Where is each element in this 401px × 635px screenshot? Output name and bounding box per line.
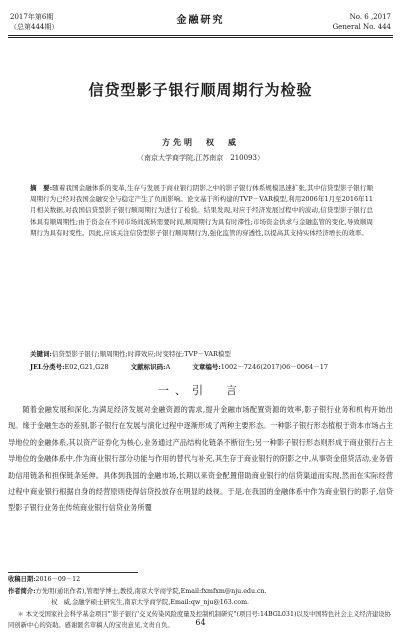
clc-code: A <box>165 363 171 371</box>
abstract-text: 随着我国金融体系的变革,生存与发展于商业银行阴影之中的影子银行体系规模迅速扩张,其中信贷型影子银行顺周期行为已经对我国金融安全与稳定产生了负面影响。论文基于所构建的TVP－VAR模型,利用2006年1月至2016年11月相关数据,对我国信贷型影子银行顺周期行为进行了检验。结果发现,对应于经济发展过程中的波动,信贷型影子银行总体具有顺周期性;由于资金在不同市场间流转需要时间,顺周期行为具有时滞性;市场资金供求与金融监管的变化,导致顺周期行为具有时变性。因此,应该关注信贷型影子银行顺周期行为,强化监管的穿透性,以提高其支持实体经济增长的效率。 <box>30 184 373 237</box>
footnote-rule <box>8 572 138 573</box>
received-date: 2016－09－12 <box>35 576 81 583</box>
header-issue-number-en: No. 6 ,2017 <box>349 13 391 21</box>
received-label: 收稿日期: <box>8 576 36 583</box>
author1-info: 方先明(通讯作者),管理学博士,教授,南京大学商学院,Email:fxmfxm@nju.edu.cn. <box>35 587 267 595</box>
header-year-issue: 2017年第6期 <box>10 13 54 21</box>
author-info-label: 作者简介: <box>8 587 36 595</box>
jel-codes: E02,G21,G28 <box>64 363 109 371</box>
classification-line <box>30 362 390 373</box>
fund-note: ＊ 本文受国家社会科学基金项目"'影子银行'交叉传染风险度量及控制机制研究"(项目号:14BGL031)以及中国特色社会主义经济建设协同创新中心的资助。感谢匿名审稿人的宝贵意见,文责自负。 <box>8 610 391 629</box>
abstract <box>30 183 373 239</box>
abstract-label: 摘 要: <box>30 184 53 192</box>
jel-label: JEL分类号: <box>30 363 65 371</box>
keywords <box>30 349 373 360</box>
keywords-text: 信贷型影子银行;顺周期性;时滞效应;时变特征;TVP－VAR模型 <box>51 350 231 358</box>
header-rule <box>8 35 393 36</box>
header-serial-issue: （总第444期） <box>10 23 59 31</box>
author2-info: 权 威,金融学硕士研究生,南京大学商学院,Email:qw_nju@163.com. <box>51 599 250 606</box>
header-serial-en: General No. 444 <box>332 23 391 31</box>
article-title: 信贷型影子银行顺周期行为检验 <box>88 81 313 99</box>
article-authors: 方先明 权 威 <box>162 137 239 147</box>
article-affiliation: （南京大学商学院,江苏南京 210093） <box>137 154 264 162</box>
page-number: 64 <box>195 618 206 627</box>
header-issue-en <box>333 12 391 32</box>
section-heading: 一、引 言 <box>158 384 243 397</box>
journal-name: 金融研究 <box>176 15 225 26</box>
keywords-label: 关键词: <box>30 350 52 358</box>
header-rule-secondary <box>8 37 393 38</box>
body-paragraph: 随着金融发展和深化,为满足经济发展对金融资源的需求,提升金融市场配置资源的效率,影子银行业务和机构开始出现。缘于金融生态的差别,影子银行在发展与演化过程中逐渐形成了两种主要形态。一种影子银行形态植根于资本市场占主导地位的金融体系,其以资产证券化为核心,业务通过产品结构化链条不断衍生;另一种影子银行形态则形成于商业银行占主导地位的金融体系中,作为商业银行部分功能与作用的替代与补充,其生存于商业银行的阴影之中,从事资金借贷活动,业务借助信用链条和担保链条延伸。具体到我国的金融市场,长期以来资金配置借助商业银行的信贷渠道而实现,然而在实际经营过程中商业银行根据自身的经营原则使得信贷投放存在明显的歧视。于是,在我国的金融体系中作为商业银行的影子,信贷型影子银行业务在传统商业银行信贷业务所覆 <box>8 405 393 513</box>
clc-label: 文献标识码: <box>130 363 166 371</box>
article-no-label: 文章编号: <box>192 363 221 371</box>
article-no: 1002－7246(2017)06－0064－17 <box>220 363 329 371</box>
